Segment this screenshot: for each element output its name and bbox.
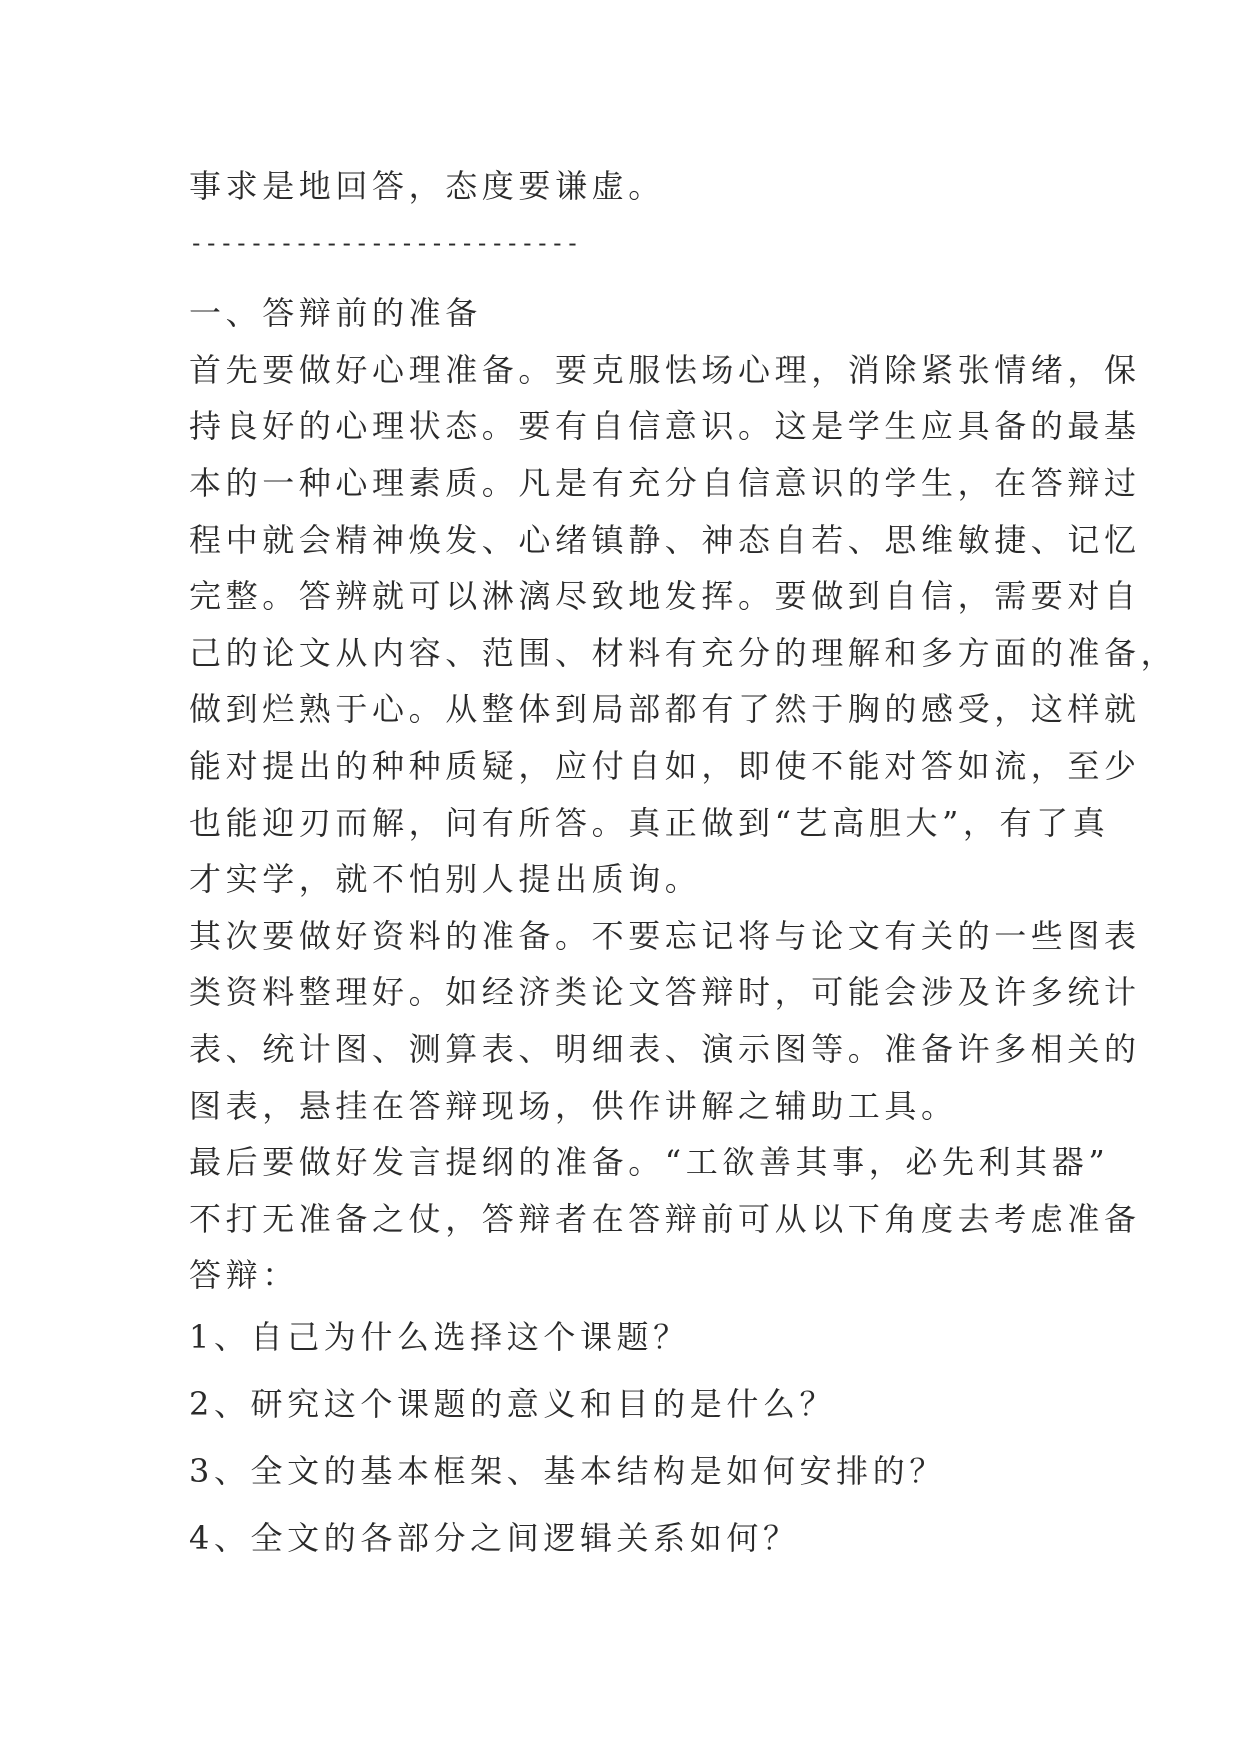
opening-line: 事求是地回答，态度要谦虚。: [189, 167, 665, 205]
paragraph-materials-prep: [189, 908, 1141, 1134]
question-list: [189, 1304, 1059, 1572]
paragraph-line: 答辩：: [189, 1256, 299, 1295]
paragraph-line: 首先要做好心理准备。要克服怯场心理，消除紧张情绪，保: [189, 350, 1141, 389]
paragraph-line: 做到烂熟于心。从整体到局部都有了然于胸的感受，这样就: [189, 690, 1141, 729]
paragraph-line: 持良好的心理状态。要有自信意识。这是学生应具备的最基: [189, 407, 1141, 446]
paragraph-psychological-prep: [189, 342, 1178, 908]
spacer: [189, 271, 1059, 285]
paragraph-line: 类资料整理好。如经济类论文答辩时，可能会涉及许多统计: [189, 973, 1141, 1012]
paragraph-line: 能对提出的种种质疑，应付自如，即使不能对答如流，至少: [189, 746, 1141, 785]
paragraph-line: 表、统计图、测算表、明细表、演示图等。准备许多相关的: [189, 1029, 1141, 1068]
separator-line: --------------------------: [189, 228, 581, 257]
paragraph-line: 本的一种心理素质。凡是有充分自信意识的学生，在答辩过: [189, 463, 1141, 502]
question-item: 4、全文的各部分之间逻辑关系如何？: [189, 1518, 800, 1557]
document-body: [189, 158, 1178, 1572]
paragraph-line: 才实学，就不怕别人提出质询。: [189, 860, 702, 899]
paragraph-line: 己的论文从内容、范围、材料有充分的理解和多方面的准备，: [189, 633, 1178, 672]
section-heading: 一、答辩前的准备: [189, 294, 482, 333]
paragraph-line: 完整。答辨就可以淋漓尽致地发挥。要做到自信，需要对自: [189, 577, 1141, 616]
paragraph-line: 最后要做好发言提纲的准备。“工欲善其事，必先利其器”: [189, 1143, 1110, 1182]
question-item: 1、自己为什么选择这个课题？: [189, 1317, 690, 1356]
question-item: 3、全文的基本框架、基本结构是如何安排的？: [189, 1451, 946, 1490]
paragraph-line: 也能迎刃而解，问有所答。真正做到“艺高胆大”，有了真: [189, 803, 1110, 842]
paragraph-line: 程中就会精神焕发、心绪镇静、神态自若、思维敏捷、记忆: [189, 520, 1141, 559]
question-item: 2、研究这个课题的意义和目的是什么？: [189, 1384, 837, 1423]
paragraph-line: 其次要做好资料的准备。不要忘记将与论文有关的一些图表: [189, 916, 1141, 955]
paragraph-line: 不打无准备之仗，答辩者在答辩前可从以下角度去考虑准备: [189, 1199, 1141, 1238]
paragraph-line: 图表，悬挂在答辩现场，供作讲解之辅助工具。: [189, 1086, 958, 1125]
paragraph-outline-prep: [189, 1134, 1141, 1304]
